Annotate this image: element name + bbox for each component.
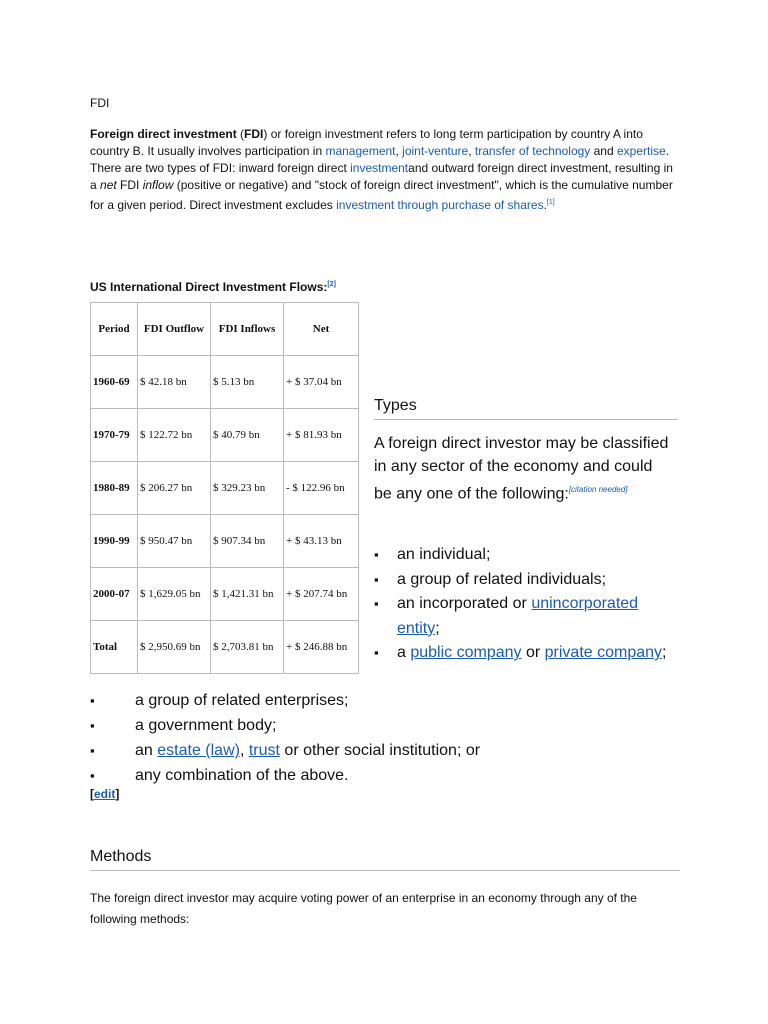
types-paragraph [374,432,674,505]
cell-inflow: $ 40.79 bn [211,409,284,462]
cell-outflow: $ 42.18 bn [138,356,211,409]
list-item: ▪ a government body; [90,713,480,738]
list-item: ▪ a group of related individuals; [374,568,684,593]
col-header-outflow: FDI Outflow [138,303,211,356]
table-row [91,621,359,674]
cell-outflow: $ 122.72 bn [138,409,211,462]
cell-net: + $ 81.93 bn [284,409,359,462]
link-investment[interactable]: investment [350,161,409,175]
intro-text: FDI [116,178,143,192]
table-caption-text: US International Direct Investment Flows: [90,280,328,294]
link-public-company[interactable]: public company [410,644,522,661]
intro-text: . [543,198,547,212]
cell-outflow: $ 950.47 bn [138,515,211,568]
intro-net: net [100,178,117,192]
list-text: , [239,742,249,759]
list-text: ; [662,644,667,661]
cell-net: - $ 122.96 bn [284,462,359,515]
cell-outflow: $ 206.27 bn [138,462,211,515]
edit-bracket: ] [115,787,120,801]
col-header-period: Period [91,303,138,356]
cell-net: + $ 43.13 bn [284,515,359,568]
list-text: an [135,742,158,759]
list-text: ; [435,619,440,637]
cell-net: + $ 207.74 bn [284,568,359,621]
cell-inflow: $ 1,421.31 bn [211,568,284,621]
list-text: a [397,644,411,661]
link-management[interactable]: management [325,144,396,158]
edit-section [90,787,119,801]
link-joint-venture[interactable]: joint-venture [402,144,469,158]
cell-inflow: $ 5.13 bn [211,356,284,409]
cell-outflow: $ 1,629.05 bn [138,568,211,621]
intro-text: (positive or negative) and "stock of foreign direct investment", which is the cumulative number for a given period. Direct investment excludes [90,178,673,212]
list-item: ▪ any combination of the above. [90,763,480,788]
intro-text: . There are two types of FDI: inward foreign direct [90,144,670,175]
list-text: an incorporated or [397,595,532,612]
intro-abbr: FDI [244,127,264,141]
ref-1[interactable]: [1] [546,199,555,206]
intro-text: , [395,144,403,158]
intro-text: and [590,144,617,158]
methods-paragraph: The foreign direct investor may acquire voting power of an enterprise in an economy through any of the following methods: [90,891,637,926]
list-item [374,592,684,641]
table-row [91,515,359,568]
fdi-flows-table [90,302,359,674]
list-item [90,738,480,763]
cell-inflow: $ 2,703.81 bn [211,621,284,674]
edit-bracket: [ [90,787,94,801]
intro-term: Foreign direct investment [90,127,237,141]
cell-period: 1990-99 [91,515,138,568]
cell-period: 1980-89 [91,462,138,515]
cell-outflow: $ 2,950.69 bn [138,621,211,674]
link-estate-law[interactable]: estate (law) [157,742,240,759]
link-expertise[interactable]: expertise [617,144,666,158]
cell-period: 1970-79 [91,409,138,462]
table-row [91,356,359,409]
section-heading-methods: Methods [90,848,680,871]
link-transfer-of-technology[interactable]: transfer of technology [474,144,591,158]
table-row [91,568,359,621]
intro-text: ( [236,127,245,141]
citation-needed-link[interactable]: [citation needed] [568,485,628,494]
types-text: A foreign direct investor may be classified in any sector of the economy and could be any one of the following: [374,435,669,503]
list-item: ▪ an individual; [374,543,684,568]
intro-text: ) or foreign investment refers to long term participation by country A into country B. It usually involves participation in [90,127,643,158]
cell-period: Total [91,621,138,674]
table-row [91,462,359,515]
list-item [374,641,684,666]
table-row [91,409,359,462]
cell-net: + $ 37.04 bn [284,356,359,409]
table-header-row [91,303,359,356]
cell-inflow: $ 329.23 bn [211,462,284,515]
link-private-company[interactable]: private company [544,644,663,661]
intro-paragraph [90,126,680,214]
link-trust[interactable]: trust [248,742,280,759]
col-header-net: Net [284,303,359,356]
list-text: or [521,644,545,661]
page-heading-fdi: FDI [90,96,110,110]
cell-inflow: $ 907.34 bn [211,515,284,568]
list-item: ▪ a group of related enterprises; [90,688,480,713]
table-caption [90,280,336,294]
col-header-inflows: FDI Inflows [211,303,284,356]
cell-period: 1960-69 [91,356,138,409]
types-list [374,543,684,666]
intro-text: , [468,144,475,158]
edit-link[interactable]: edit [94,787,116,801]
link-purchase-of-shares[interactable]: investment through purchase of shares [336,198,544,212]
section-heading-types: Types [374,397,678,420]
list-text: or other social institution; or [279,742,481,759]
cell-period: 2000-07 [91,568,138,621]
intro-text: and outward foreign direct investment, resulting in a [90,161,673,192]
types-list-continued [90,688,480,788]
cell-net: + $ 246.88 bn [284,621,359,674]
link-unincorporated-entity[interactable]: unincorporated entity [397,595,639,637]
ref-2[interactable]: [2] [327,281,336,288]
intro-inflow: inflow [142,178,174,192]
